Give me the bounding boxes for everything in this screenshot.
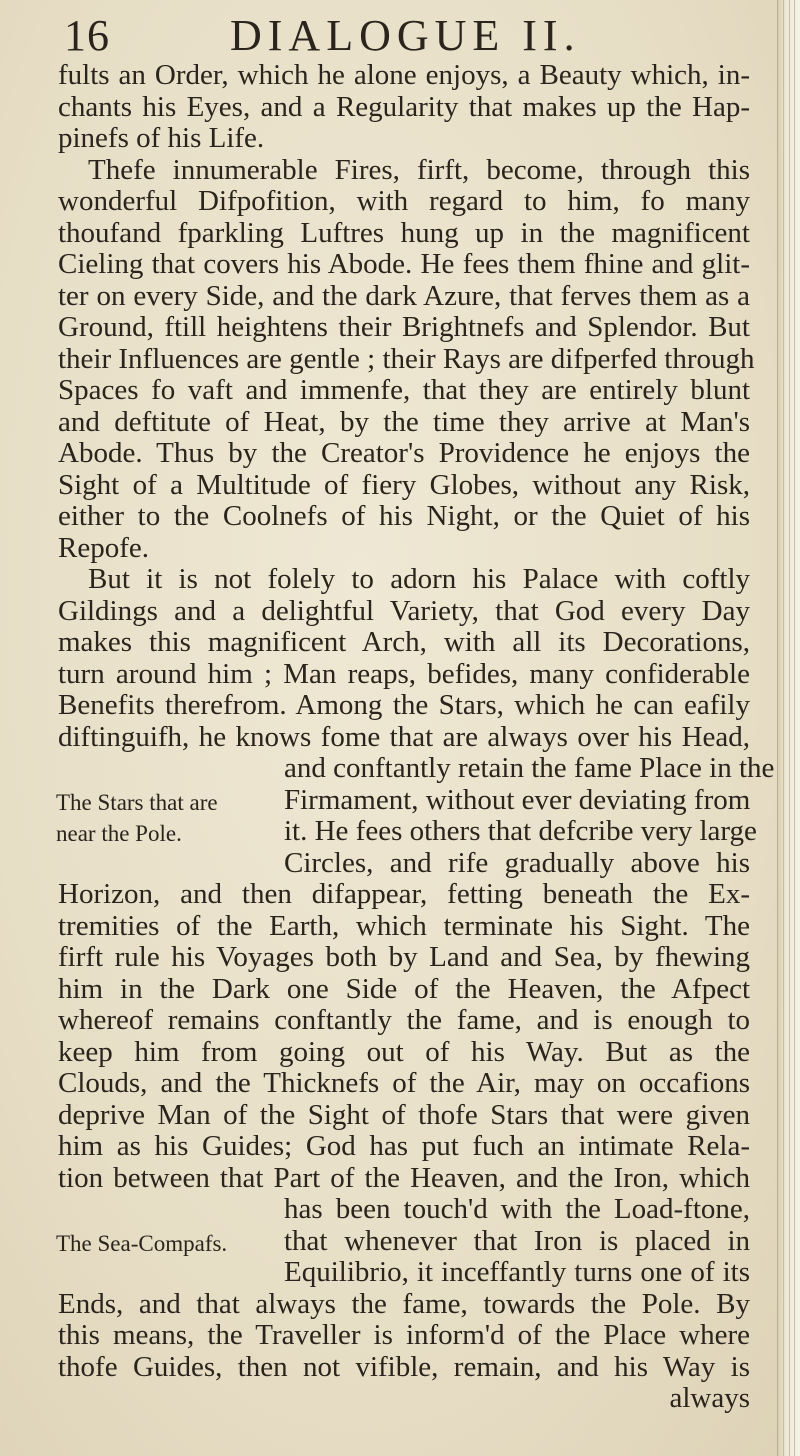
text-line-segment: has been touch'd with the Load-ftone, xyxy=(284,1193,750,1225)
text-line: Abode. Thus by the Creator's Providence he enjoys the xyxy=(58,437,750,469)
text-line: tremities of the Earth, which terminate his Sight. The xyxy=(58,909,750,942)
text-line: ter on every Side, and the dark Azure, that ferves them as a xyxy=(58,279,750,312)
text-line: Ground, ftill heightens their Brightnefs and Splendor. But xyxy=(58,311,750,343)
page-number: 16 xyxy=(64,11,110,60)
text-line-segment: Circles, and rife gradually above his xyxy=(284,846,750,879)
text-line xyxy=(58,785,750,817)
text-line: Repofe. xyxy=(58,531,149,564)
catchword: always xyxy=(669,1382,750,1414)
catchword-row xyxy=(58,1383,750,1415)
text-line: makes this magnificent Arch, with all its Decorations, xyxy=(58,626,750,658)
text-line-segment: and conftantly retain the fame Place in the xyxy=(284,752,775,784)
text-line xyxy=(56,815,757,848)
marginal-note: near the Pole. xyxy=(56,821,182,846)
text-line-segment: Equilibrio, it inceffantly turns one of its xyxy=(284,1256,750,1288)
text-line: firft rule his Voyages both by Land and Sea, by fhewing xyxy=(58,941,750,973)
text-line: But it is not folely to adorn his Palace with coftly xyxy=(88,563,750,595)
text-line: Benefits therefrom. Among the Stars, which he can eafily xyxy=(58,689,750,721)
text-line: Spaces fo vaft and immenfe, that they are entirely blunt xyxy=(58,374,750,406)
text-line: wonderful Difpofition, with regard to him, fo many xyxy=(58,185,750,217)
text-line: their Influences are gentle ; their Rays are difperfed through xyxy=(58,342,755,375)
page-edge xyxy=(777,0,800,1456)
text-line: him as his Guides; God has put fuch an intimate Rela- xyxy=(58,1130,750,1162)
chapter-title: DIALOGUE II. xyxy=(230,11,581,60)
text-line xyxy=(58,1226,750,1258)
text-line: Cieling that covers his Abode. He fees them fhine and glit- xyxy=(58,248,750,280)
text-line: this means, the Traveller is inform'd of the Place where xyxy=(58,1319,750,1351)
marginal-note: The Sea-Compafs. xyxy=(56,1230,228,1256)
text-line-segment: that whenever that Iron is placed in xyxy=(284,1224,750,1257)
text-line: and deftitute of Heat, by the time they arrive at Man's xyxy=(58,405,750,438)
text-line: either to the Coolnefs of his Night, or the Quiet of his xyxy=(58,500,750,532)
text-line: Gildings and a delightful Variety, that God every Day xyxy=(58,594,750,627)
marginal-note: The Stars that are xyxy=(56,789,218,815)
text-line xyxy=(58,1257,750,1289)
text-line: diftinguifh, he knows fome that are always over his Head, xyxy=(58,720,750,753)
text-line: whereof remains conftantly the fame, and is enough to xyxy=(58,1004,750,1036)
text-line: pinefs of his Life. xyxy=(58,122,265,154)
text-line: thoufand fparkling Luftres hung up in the magnificent xyxy=(58,216,750,249)
text-line: Clouds, and the Thicknefs of the Air, may on occafions xyxy=(58,1067,750,1099)
text-line-segment: it. He fees others that defcribe very large xyxy=(284,815,757,847)
text-line: tion between that Part of the Heaven, and the Iron, which xyxy=(58,1161,750,1194)
text-line-segment: Firmament, without ever deviating from xyxy=(284,783,751,816)
text-line: Horizon, and then difappear, fetting beneath the Ex- xyxy=(58,878,750,910)
text-line xyxy=(58,752,775,785)
text-line: keep him from going out of his Way. But as the xyxy=(58,1035,750,1068)
text-line: thofe Guides, then not vifible, remain, and his Way is xyxy=(58,1350,750,1383)
text-line: deprive Man of the Sight of thofe Stars that were given xyxy=(58,1098,750,1131)
text-line: Thefe innumerable Fires, firft, become, through this xyxy=(88,153,750,186)
text-line: chants his Eyes, and a Regularity that makes up the Hap- xyxy=(58,90,750,123)
text-line: fults an Order, which he alone enjoys, a Beauty which, in- xyxy=(58,59,750,91)
text-line: turn around him ; Man reaps, befides, many confiderable xyxy=(58,657,750,690)
text-line: him in the Dark one Side of the Heaven, the Afpect xyxy=(58,972,750,1005)
text-line: Ends, and that always the fame, towards the Pole. By xyxy=(58,1287,750,1320)
text-line xyxy=(58,1194,750,1226)
text-line xyxy=(58,848,750,880)
text-line: Sight of a Multitude of fiery Globes, without any Risk, xyxy=(58,468,750,501)
running-head xyxy=(60,10,720,66)
body-text xyxy=(56,59,775,1415)
